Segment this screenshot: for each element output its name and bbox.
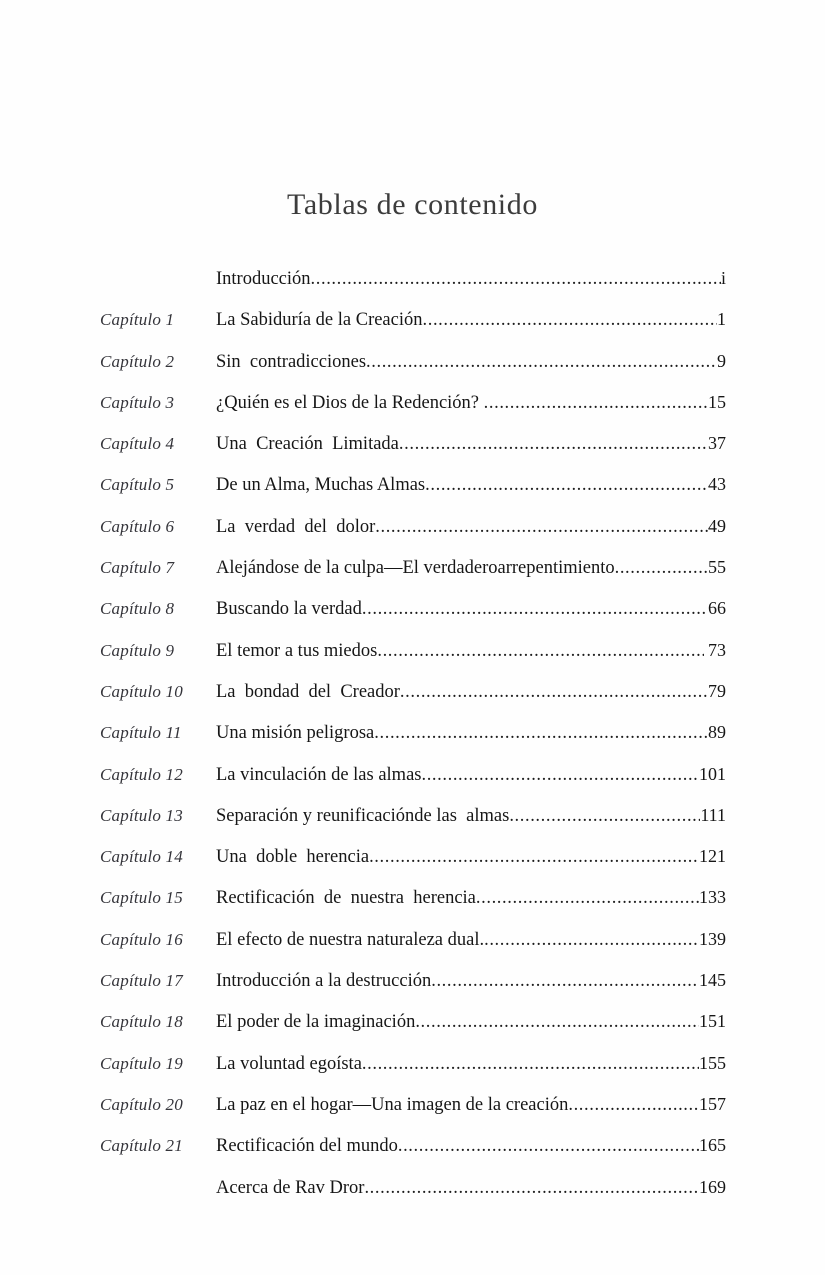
dot-leader (311, 270, 721, 289)
page-number: 165 (699, 1135, 726, 1156)
dot-leader (425, 476, 708, 495)
toc-entry-line[interactable] (216, 1052, 726, 1075)
dot-leader (484, 931, 699, 950)
chapter-label: Capítulo 11 (100, 723, 182, 743)
dot-leader (399, 435, 708, 454)
toc-entry-line[interactable] (216, 267, 726, 290)
toc-entry-line[interactable] (216, 432, 726, 455)
toc-entry[interactable] (100, 267, 726, 308)
toc-entry[interactable] (100, 1176, 726, 1217)
toc-entry-line[interactable] (216, 845, 726, 868)
toc-entry[interactable] (100, 1010, 726, 1051)
chapter-label: Capítulo 4 (100, 434, 175, 454)
toc-entry-line[interactable] (216, 928, 726, 951)
toc-entry[interactable] (100, 639, 726, 680)
chapter-label: Capítulo 12 (100, 764, 183, 784)
dot-leader (369, 848, 699, 867)
toc-entry-line[interactable] (216, 1176, 726, 1199)
table-of-contents-list (100, 267, 726, 1217)
page-number: 43 (708, 474, 726, 495)
entry-title: Introducción a la destrucción (216, 971, 432, 992)
toc-entry[interactable] (100, 763, 726, 804)
entry-title: Introducción (216, 269, 311, 289)
page-number: 151 (699, 1011, 726, 1032)
page-number: 157 (699, 1093, 726, 1114)
page-number: 133 (699, 887, 726, 908)
chapter-label: Capítulo 9 (100, 640, 175, 660)
entry-title: Separación y reunificaciónde las almas (216, 805, 510, 826)
dot-leader (400, 683, 708, 702)
chapter-label: Capítulo 13 (100, 805, 183, 825)
toc-entry[interactable] (100, 556, 726, 597)
dot-leader (568, 1096, 699, 1115)
toc-entry[interactable] (100, 515, 726, 556)
dot-leader (431, 972, 699, 991)
chapter-label: Capítulo 21 (100, 1136, 183, 1156)
toc-entry-line[interactable] (216, 1093, 726, 1116)
entry-title: Una misión peligrosa (216, 723, 375, 744)
dot-leader (423, 311, 718, 330)
page-number: i (720, 268, 726, 288)
toc-entry-line[interactable] (216, 763, 726, 786)
toc-entry-line[interactable] (216, 804, 726, 827)
chapter-label: Capítulo 7 (100, 558, 175, 578)
toc-entry[interactable] (100, 845, 726, 886)
toc-entry-line[interactable] (216, 515, 726, 538)
chapter-label: Capítulo 19 (100, 1053, 183, 1073)
chapter-label: Capítulo 16 (100, 929, 183, 949)
chapter-label: Capítulo 18 (100, 1012, 183, 1032)
page-number: 55 (708, 557, 726, 578)
toc-entry-line[interactable] (216, 1010, 726, 1033)
entry-title: La bondad del Creador (216, 681, 400, 702)
dot-leader (377, 642, 703, 661)
entry-title: De un Alma, Muchas Almas (216, 475, 426, 496)
toc-entry-line[interactable] (216, 680, 726, 703)
entry-title: Una doble herencia (216, 847, 370, 868)
dot-leader (398, 1137, 699, 1156)
toc-entry[interactable] (100, 969, 726, 1010)
toc-entry[interactable] (100, 928, 726, 969)
page-number: 139 (699, 928, 726, 949)
entry-title: Una Creación Limitada (216, 434, 399, 455)
entry-title: La voluntad egoísta (216, 1053, 362, 1074)
toc-entry-line[interactable] (216, 556, 726, 579)
toc-entry-line[interactable] (216, 1134, 726, 1157)
toc-entry-line[interactable] (216, 350, 726, 373)
dot-leader (364, 1179, 699, 1198)
toc-entry[interactable] (100, 473, 726, 514)
page-title: Tablas de contenido (287, 188, 538, 221)
toc-entry[interactable] (100, 432, 726, 473)
chapter-label: Capítulo 20 (100, 1094, 183, 1114)
dot-leader (509, 807, 700, 826)
entry-title: La paz en el hogar—Una imagen de la creación (216, 1094, 569, 1115)
entry-title: Sin contradicciones (216, 351, 367, 372)
toc-entry[interactable] (100, 597, 726, 638)
dot-leader (375, 518, 708, 537)
entry-title: El temor a tus miedos (216, 640, 378, 661)
entry-title: El poder de la imaginación (216, 1012, 416, 1033)
chapter-label: Capítulo 1 (100, 310, 175, 330)
toc-entry[interactable] (100, 721, 726, 762)
entry-title: ¿Quién es el Dios de la Redención? (216, 392, 480, 413)
dot-leader (484, 394, 708, 413)
toc-entry[interactable] (100, 804, 726, 845)
page-number: 49 (708, 515, 726, 536)
toc-entry-line[interactable] (216, 886, 726, 909)
toc-entry[interactable] (100, 391, 726, 432)
dot-leader (366, 353, 717, 372)
toc-entry[interactable] (100, 1052, 726, 1093)
toc-entry[interactable] (100, 1134, 726, 1175)
page-number: 89 (708, 722, 726, 743)
toc-entry-line[interactable] (216, 473, 726, 496)
chapter-label: Capítulo 5 (100, 475, 175, 495)
page-number: 15 (708, 391, 726, 412)
entry-title: Alejándose de la culpa—El verdaderoarrepentimiento (216, 558, 615, 579)
dot-leader (415, 1013, 699, 1032)
dot-leader (615, 559, 708, 578)
toc-entry-line[interactable] (216, 391, 726, 414)
page-number: 37 (708, 433, 726, 454)
toc-entry[interactable] (100, 308, 726, 349)
page-number: 66 (708, 598, 726, 619)
entry-title: Buscando la verdad (216, 599, 362, 620)
chapter-label: Capítulo 8 (100, 599, 175, 619)
page-number: 1 (717, 309, 726, 330)
entry-title: Acerca de Rav Dror (216, 1177, 365, 1198)
toc-entry-line[interactable] (216, 597, 726, 620)
entry-title: El efecto de nuestra naturaleza dual. (216, 929, 485, 950)
entry-title: La verdad del dolor (216, 516, 376, 537)
toc-entry[interactable] (100, 886, 726, 927)
page-number: 169 (699, 1176, 726, 1197)
toc-entry-line[interactable] (216, 308, 726, 331)
entry-title: La Sabiduría de la Creación (216, 310, 423, 331)
chapter-label: Capítulo 6 (100, 516, 175, 536)
toc-entry-line[interactable] (216, 639, 726, 662)
toc-entry-line[interactable] (216, 721, 726, 744)
dot-leader (362, 1055, 699, 1074)
chapter-label: Capítulo 10 (100, 681, 183, 701)
dot-leader (421, 766, 699, 785)
dot-leader (476, 889, 699, 908)
toc-entry-line[interactable] (216, 969, 726, 992)
page-number: 155 (699, 1052, 726, 1073)
chapter-label: Capítulo 2 (100, 351, 175, 371)
dot-leader (374, 724, 708, 743)
entry-title: Rectificación del mundo (216, 1136, 398, 1157)
chapter-label: Capítulo 17 (100, 971, 183, 991)
toc-entry[interactable] (100, 350, 726, 391)
page-number: 121 (699, 846, 726, 867)
page-number: 73 (703, 639, 726, 660)
entry-title: Rectificación de nuestra herencia (216, 888, 476, 909)
page-number: 79 (708, 680, 726, 701)
chapter-label: Capítulo 14 (100, 847, 183, 867)
toc-entry[interactable] (100, 1093, 726, 1134)
page-number: 145 (699, 970, 726, 991)
entry-title: La vinculación de las almas (216, 764, 422, 785)
dot-leader (362, 600, 708, 619)
toc-entry[interactable] (100, 680, 726, 721)
page-number: 9 (717, 350, 726, 371)
page-number: 111 (700, 804, 726, 825)
page-number: 101 (699, 763, 726, 784)
chapter-label: Capítulo 15 (100, 888, 183, 908)
chapter-label: Capítulo 3 (100, 392, 175, 412)
